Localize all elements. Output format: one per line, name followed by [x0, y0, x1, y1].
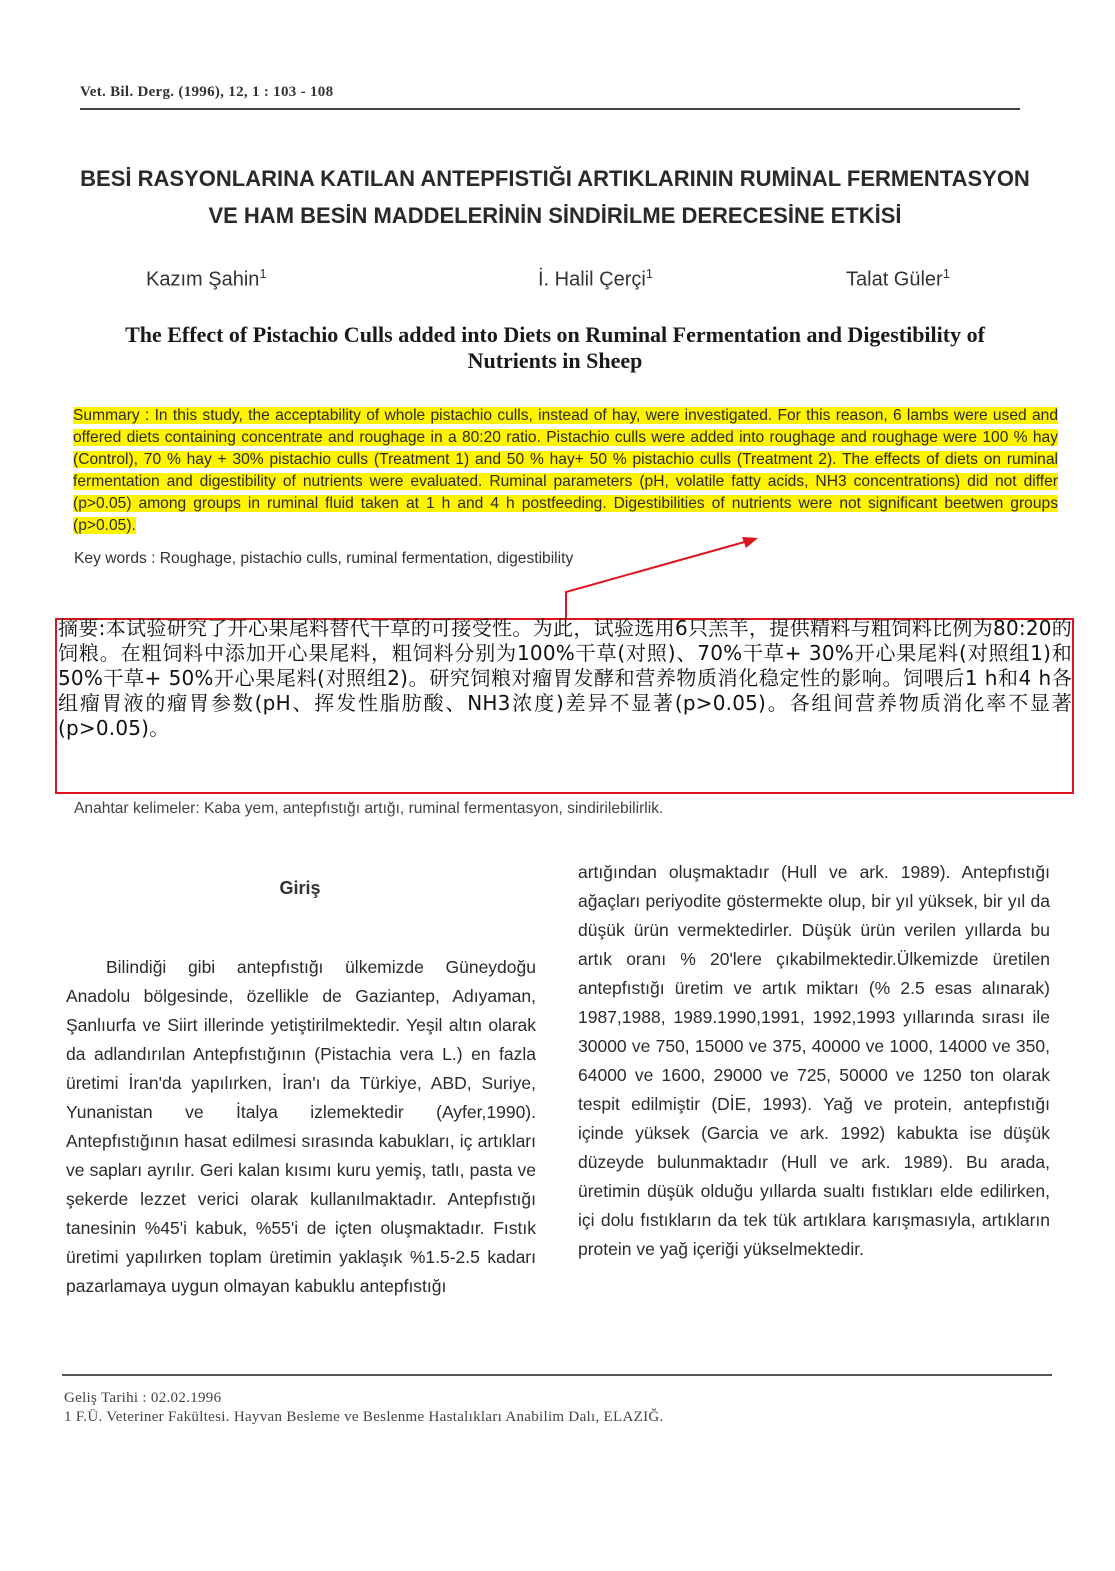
- footer-date: Geliş Tarihi : 02.02.1996: [64, 1390, 222, 1406]
- turkish-title: BESİ RASYONLARINA KATILAN ANTEPFISTIĞI ARTIKLARININ RUMİNAL FERMENTASYON VE HAM BESİN MADDELERİNİN SİNDİRİLME DERECESİNE ETKİSİ: [80, 166, 1030, 228]
- english-title: The Effect of Pistachio Culls added into Diets on Ruminal Fermentation and Digestibility of Nutrients in Sheep: [125, 322, 985, 373]
- author-3-affil: 1: [942, 266, 950, 281]
- author-2-name: İ. Halil Çerçi: [538, 268, 646, 291]
- anahtar-kelimeler: Anahtar kelimeler: Kaba yem, antepfıstığı artığı, ruminal fermentasyon, sindirilebilirlik.: [74, 800, 664, 817]
- author-2-affil: 1: [645, 266, 654, 281]
- author-3-name: Talat Güler: [846, 268, 943, 291]
- author-1-affil: 1: [259, 266, 267, 281]
- chinese-abstract: 摘要:本试验研究了开心果尾料替代干草的可接受性。为此，试验选用6只羔羊，提供精料与粗饲料比例为80:20的饲粮。在粗饲料中添加开心果尾料，粗饲料分别为100%干草(对照)、70%干草+ 30%开心果尾料(对照组1)和50%干草+ 50%开心果尾料(对照组2)。研究饲粮对瘤胃发酵和营养物质消化稳定性的影响。饲喂后1 h和4 h各组瘤胃液的瘤胃参数(pH、挥发性脂肪酸、NH3浓度)差异不显著(p>0.05)。各组间营养物质消化率不显著(p>0.05)。: [58, 616, 1072, 740]
- footer-rule: [62, 1374, 1052, 1376]
- section-heading-giris: Giriş: [279, 878, 321, 898]
- body-left-column: Bilindiği gibi antepfıstığı ülkemizde Güneydoğu Anadolu bölgesinde, özellikle de Gaziantep, Adıyaman, Şanlıurfa ve Siirt illerinde yetiştirilmektedir. Yeşil altın olarak da adlandırılan Antepfıstığının (Pistachia vera L.) en fazla üretimi İran'da yapılırken, İran'ı da Türkiye, ABD, Suriye, Yunanistan ve İtalya izlemektedir (Ayfer,1990). Antepfıstığının hasat edilmesi sırasında kabukları, iç artıkları ve sapları ayrılır. Geri kalan kısımı kuru yemiş, tatlı, pasta ve şekerde lezzet verici olarak kullanılmaktadır. Antepfıstığı tanesinin %45'i kabuk, %55'i de içten oluşmaktadır. Fıstık üretimi yapılırken toplam üretimin yaklaşık %1.5-2.5 kadarı pazarlamaya uygun olmayan kabuklu antepfıstığı: [66, 957, 536, 1296]
- summary-highlight: Summary : In this study, the acceptability of whole pistachio culls, instead of hay, were investigated. For this reason, 6 lambs were used and offered diets containing concentrate and roughage in a 80:20 ratio. Pistachio culls were added into roughage and roughage were 100 % hay (Control), 70 % hay + 30% pistachio culls (Treatment 1) and 50 % hay+ 50 % pistachio culls (Treatment 2). The effects of diets on ruminal fermentation and digestibility of nutrients were evaluated. Ruminal parameters (pH, volatile fatty acids, NH3 concentrations) did not differ (p>0.05) among groups in ruminal fluid taken at 1 h and 4 h postfeeding. Digestibilities of nutrients were not significant beetwen groups (p>0.05).: [73, 407, 1058, 534]
- journal-reference: Vet. Bil. Derg. (1996), 12, 1 : 103 - 108: [80, 84, 334, 100]
- key-words: Key words : Roughage, pistachio culls, ruminal fermentation, digestibility: [74, 550, 574, 567]
- body-right-column: artığından oluşmaktadır (Hull ve ark. 1989). Antepfıstığı ağaçları periyodite göstermekte olup, bir yıl yüksek, bir yıl da düşük ürün vermektedirler. Düşük ürün verilen yıllarda bu artık oranı % 20'lere çıkabilmektedir.Ülkemizde üretilen antepfıstığı üretim ve artık miktarı (% 2.5 esas alınarak) 1987,1988, 1989.1990,1991, 1992,1993 yıllarında sırası ile 30000 ve 750, 15000 ve 375, 40000 ve 1000, 14000 ve 350, 64000 ve 1600, 29000 ve 725, 50000 ve 1250 ton olarak tespit edilmiştir (DİE, 1993). Yağ ve protein, antepfıstığı içinde yüksek (Garcia ve ark. 1992) kabukta ise düşük düzeyde bulunmaktadır (Hull ve ark. 1989). Bu arada, üretimin düşük olduğu yıllarda sualtı fıstıkları elde edilirken, içi dolu fıstıkların da tek tük artıklara karışmasıyla, artıkların protein ve yağ içeriği yükselmektedir.: [578, 862, 1050, 1259]
- footer-affiliation: 1 F.Ü. Veteriner Fakültesi. Hayvan Besleme ve Beslenme Hastalıkları Anabilim Dalı, ELAZIĞ.: [64, 1409, 664, 1425]
- author-1-name: Kazım Şahin: [146, 268, 260, 291]
